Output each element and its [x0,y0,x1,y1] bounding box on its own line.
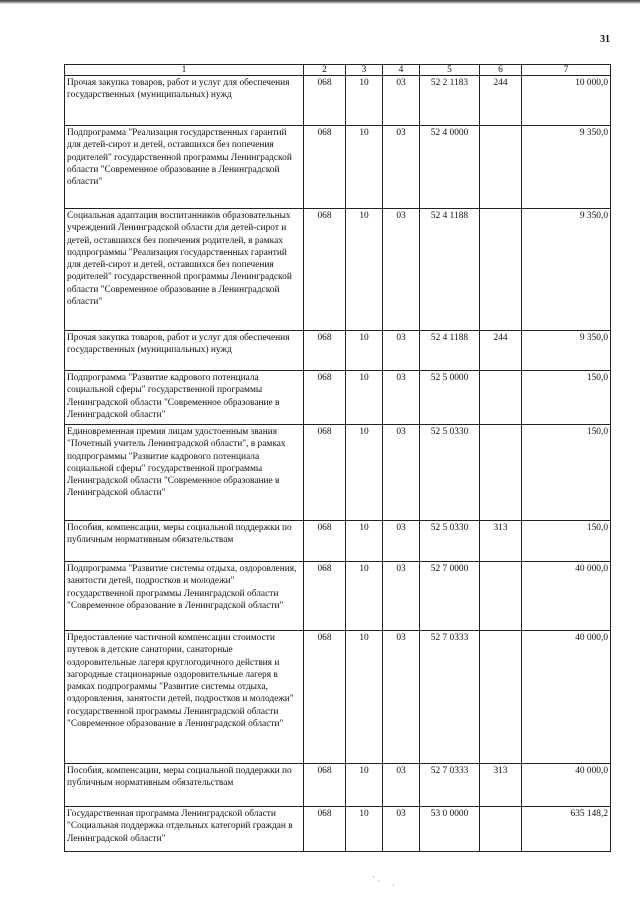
table-row [65,76,611,126]
row-grbs: 068 [304,126,346,209]
table-row [65,126,611,209]
row-grbs: 068 [304,425,346,521]
column-header: 5 [420,65,480,76]
row-name: Государственная программа Ленинградской области "Социальная поддержка отдельных категорий граждан в Ленинградской области" [65,807,304,852]
column-header: 6 [480,65,522,76]
row-rz: 10 [346,521,383,562]
row-name: Пособия, компенсации, меры социальной поддержки по публичным нормативным обязательствам [65,764,304,807]
row-grbs: 068 [304,331,346,371]
row-rz: 10 [346,76,383,126]
row-name: Прочая закупка товаров, работ и услуг для обеспечения государственных (муниципальных) нужд [65,76,304,126]
row-csr: 52 5 0330 [420,521,480,562]
row-grbs: 068 [304,764,346,807]
row-sum: 150,0 [522,371,611,425]
row-csr: 52 4 1188 [420,209,480,331]
row-name: Единовременная премия лицам удостоенным звания "Почетный учитель Ленинградской области", в рамках подпрограммы "Развитие кадрового потенциала социальной сферы" государственной программы Ленинградской области "Современное образование в Ленинградской области" [65,425,304,521]
row-rz: 10 [346,631,383,764]
row-rz: 10 [346,331,383,371]
row-csr: 52 5 0330 [420,425,480,521]
row-csr: 52 4 0000 [420,126,480,209]
scan-speck: · [392,880,395,890]
row-csr: 52 5 0000 [420,371,480,425]
row-pr: 03 [383,521,420,562]
scan-top-edge [0,0,640,4]
row-pr: 03 [383,631,420,764]
row-sum: 150,0 [522,521,611,562]
row-name: Социальная адаптация воспитанников образовательных учреждений Ленинградской области для детей-сирот и детей, оставшихся без попечения родителей, в рамках подпрограммы "Реализация государственных гарантий для детей-сирот и детей, оставшихся без попечения родителей" государственной программы Ленинградской области "Современное образование в Ленинградской области" [65,209,304,331]
row-sum: 40 000,0 [522,764,611,807]
row-rz: 10 [346,126,383,209]
row-csr: 52 7 0333 [420,764,480,807]
row-rz: 10 [346,371,383,425]
row-name: Подпрограмма "Развитие системы отдыха, оздоровления, занятости детей, подростков и молодежи" государственной программы Ленинградской области "Современное образование в Ленинградской области" [65,562,304,631]
page-number: 31 [600,34,610,45]
row-vr [480,126,522,209]
row-vr [480,807,522,852]
row-pr: 03 [383,76,420,126]
row-vr [480,631,522,764]
row-vr [480,209,522,331]
row-vr: 244 [480,331,522,371]
row-sum: 40 000,0 [522,562,611,631]
row-csr: 52 7 0333 [420,631,480,764]
column-header: 2 [304,65,346,76]
row-sum: 150,0 [522,425,611,521]
row-grbs: 068 [304,371,346,425]
row-vr [480,425,522,521]
row-grbs: 068 [304,807,346,852]
row-vr: 313 [480,521,522,562]
row-grbs: 068 [304,521,346,562]
row-name: Подпрограмма "Развитие кадрового потенциала социальной сферы" государственной программы Ленинградской области "Современное образование в Ленинградской области" [65,371,304,425]
table-row [65,209,611,331]
column-header: 7 [522,65,611,76]
row-pr: 03 [383,126,420,209]
row-sum: 635 148,2 [522,807,611,852]
row-sum: 9 350,0 [522,209,611,331]
header-row [65,65,611,76]
row-rz: 10 [346,764,383,807]
row-pr: 03 [383,331,420,371]
row-csr: 52 7 0000 [420,562,480,631]
row-pr: 03 [383,807,420,852]
row-vr: 313 [480,764,522,807]
row-vr [480,371,522,425]
table-row [65,371,611,425]
budget-table [64,64,611,852]
row-sum: 9 350,0 [522,331,611,371]
row-sum: 10 000,0 [522,76,611,126]
row-csr: 52 2 1183 [420,76,480,126]
row-name: Пособия, компенсации, меры социальной поддержки по публичным нормативным обязательствам [65,521,304,562]
row-pr: 03 [383,562,420,631]
scan-speck: · ˎ [372,872,381,882]
row-pr: 03 [383,209,420,331]
table-row [65,425,611,521]
row-name: Предоставление частичной компенсации стоимости путевок в детские санатории, санаторные оздоровительные лагеря круглогодичного действия и загородные стационарные оздоровительные лагеря в рамках подпрограммы "Развитие системы отдыха, оздоровления, занятости детей, подростков и молодежи" государственной программы Ленинградской области "Современное образование в Ленинградской области" [65,631,304,764]
row-grbs: 068 [304,209,346,331]
row-vr [480,562,522,631]
row-grbs: 068 [304,76,346,126]
column-header: 3 [346,65,383,76]
row-pr: 03 [383,425,420,521]
row-rz: 10 [346,425,383,521]
row-pr: 03 [383,371,420,425]
column-header: 4 [383,65,420,76]
table-row [65,764,611,807]
row-grbs: 068 [304,562,346,631]
table-row [65,562,611,631]
row-name: Подпрограмма "Реализация государственных гарантий для детей-сирот и детей, оставшихся без попечения родителей" государственной программы Ленинградской области "Современное образование в Ленинградской области" [65,126,304,209]
row-name: Прочая закупка товаров, работ и услуг для обеспечения государственных (муниципальных) нужд [65,331,304,371]
row-grbs: 068 [304,631,346,764]
row-sum: 40 000,0 [522,631,611,764]
row-rz: 10 [346,209,383,331]
row-vr: 244 [480,76,522,126]
table-row [65,631,611,764]
table-row [65,521,611,562]
row-rz: 10 [346,807,383,852]
row-rz: 10 [346,562,383,631]
column-header: 1 [65,65,304,76]
row-csr: 52 4 1188 [420,331,480,371]
table-row [65,807,611,852]
row-pr: 03 [383,764,420,807]
table-row [65,331,611,371]
row-csr: 53 0 0000 [420,807,480,852]
row-sum: 9 350,0 [522,126,611,209]
